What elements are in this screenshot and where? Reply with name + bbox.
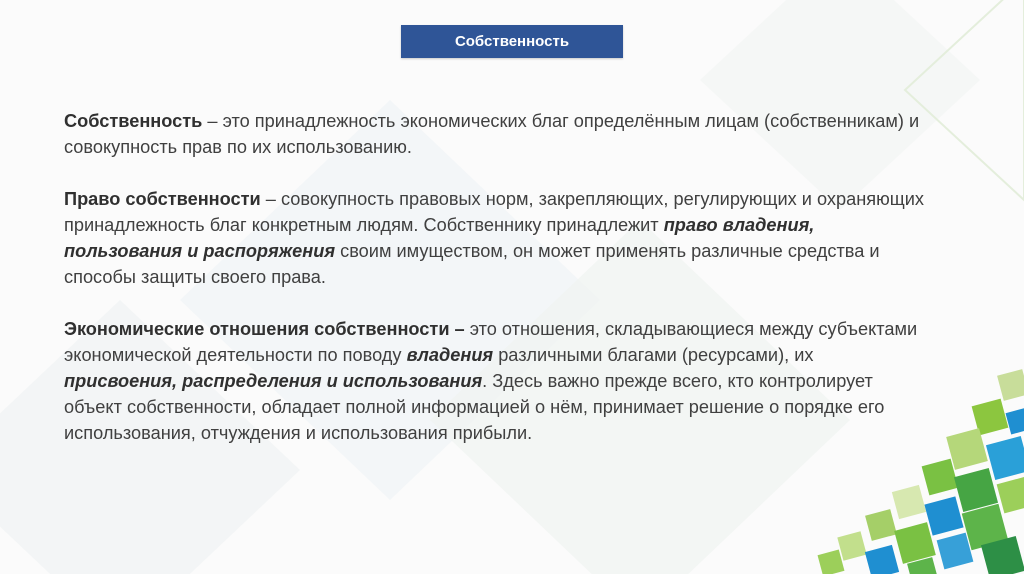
definition-ownership: – это принадлежность экономических благ определённым лицам (собственникам) и совокупность прав по их использованию. <box>64 111 920 157</box>
definition-text: различными благами (ресурсами), их <box>493 345 814 365</box>
emphasis-possession: владения <box>406 345 494 365</box>
definition-text: . Здесь важно прежде всего, кто контролирует объект собственности, обладает полной информацией о нём, принимает решение о порядке его использования, отчуждения и использования прибыли. <box>64 371 885 443</box>
term-economic-relations: Экономические отношения собственности – <box>64 319 465 339</box>
term-property-right: Право собственности <box>64 189 261 209</box>
paragraph-property-right <box>64 186 924 290</box>
slide-body <box>64 108 924 472</box>
paragraph-economic-relations <box>64 316 924 446</box>
slide-title: Собственность <box>401 25 623 58</box>
emphasis-rights: право владения, пользования и распоряжения <box>64 215 815 261</box>
term-ownership: Собственность <box>64 111 203 131</box>
paragraph-ownership <box>64 108 924 160</box>
emphasis-appropriation: присвоения, распределения и использования <box>64 371 483 391</box>
definition-text: – совокупность правовых норм, закрепляющих, регулирующих и охраняющих принадлежность благ конкретным людям. Собственнику принадлежит <box>64 189 924 235</box>
definition-text: это отношения, складывающиеся между субъектами экономической деятельности по поводу <box>64 319 918 365</box>
definition-text: своим имуществом, он может применять различные средства и способы защиты своего права. <box>64 241 880 287</box>
